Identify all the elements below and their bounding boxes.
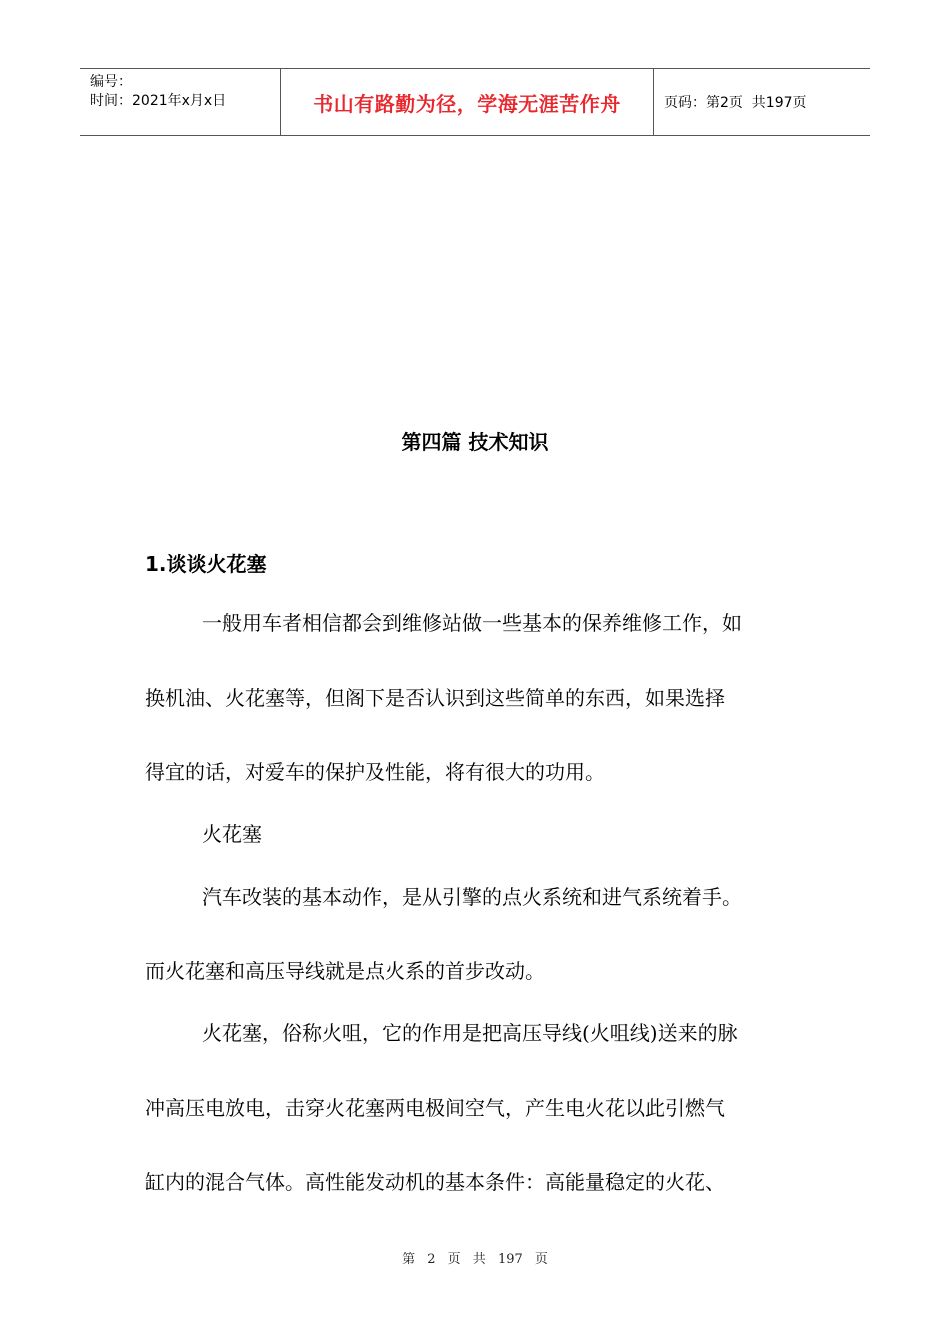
footer-ye: 页 xyxy=(447,1252,461,1267)
paragraph-line: 换机油、火花塞等，但阁下是否认识到这些简单的东西，如果选择 xyxy=(145,686,725,710)
header-page-cell xyxy=(654,69,870,135)
motto-text: 书山有路勤为径，学海无涯苦作舟 xyxy=(313,91,621,116)
header-motto-cell xyxy=(281,69,654,135)
page-footer xyxy=(0,1248,950,1267)
paragraph-line: 火花塞 xyxy=(202,822,262,846)
footer-total-pages: 197 xyxy=(497,1252,523,1267)
page-info: 页码：第2页 共197页 xyxy=(664,95,807,111)
paragraph-line: 一般用车者相信都会到维修站做一些基本的保养维修工作，如 xyxy=(202,611,742,635)
paragraph-line: 缸内的混合气体。高性能发动机的基本条件：高能量稳定的火花、 xyxy=(145,1170,725,1194)
footer-gong: 共 xyxy=(472,1252,486,1267)
footer-di: 第 xyxy=(402,1252,416,1267)
header-table xyxy=(80,68,870,136)
paragraph-line: 冲高压电放电，击穿火花塞两电极间空气，产生电火花以此引燃气 xyxy=(145,1096,725,1120)
date-label: 时间：2021年x月x日 xyxy=(90,93,227,109)
footer-ye-2: 页 xyxy=(534,1252,548,1267)
header-meta-cell xyxy=(80,69,281,135)
section-heading: 1.谈谈火花塞 xyxy=(145,552,267,576)
paragraph-line: 得宜的话，对爱车的保护及性能，将有很大的功用。 xyxy=(145,760,605,784)
document-title: 第四篇 技术知识 xyxy=(401,430,549,454)
paragraph-line: 汽车改装的基本动作，是从引擎的点火系统和进气系统着手。 xyxy=(202,885,742,909)
number-label: 编号： xyxy=(90,74,132,90)
footer-page-number: 2 xyxy=(427,1252,436,1267)
paragraph-line: 而火花塞和高压导线就是点火系的首步改动。 xyxy=(145,959,545,983)
paragraph-line: 火花塞，俗称火咀，它的作用是把高压导线(火咀线)送来的脉 xyxy=(202,1021,738,1045)
